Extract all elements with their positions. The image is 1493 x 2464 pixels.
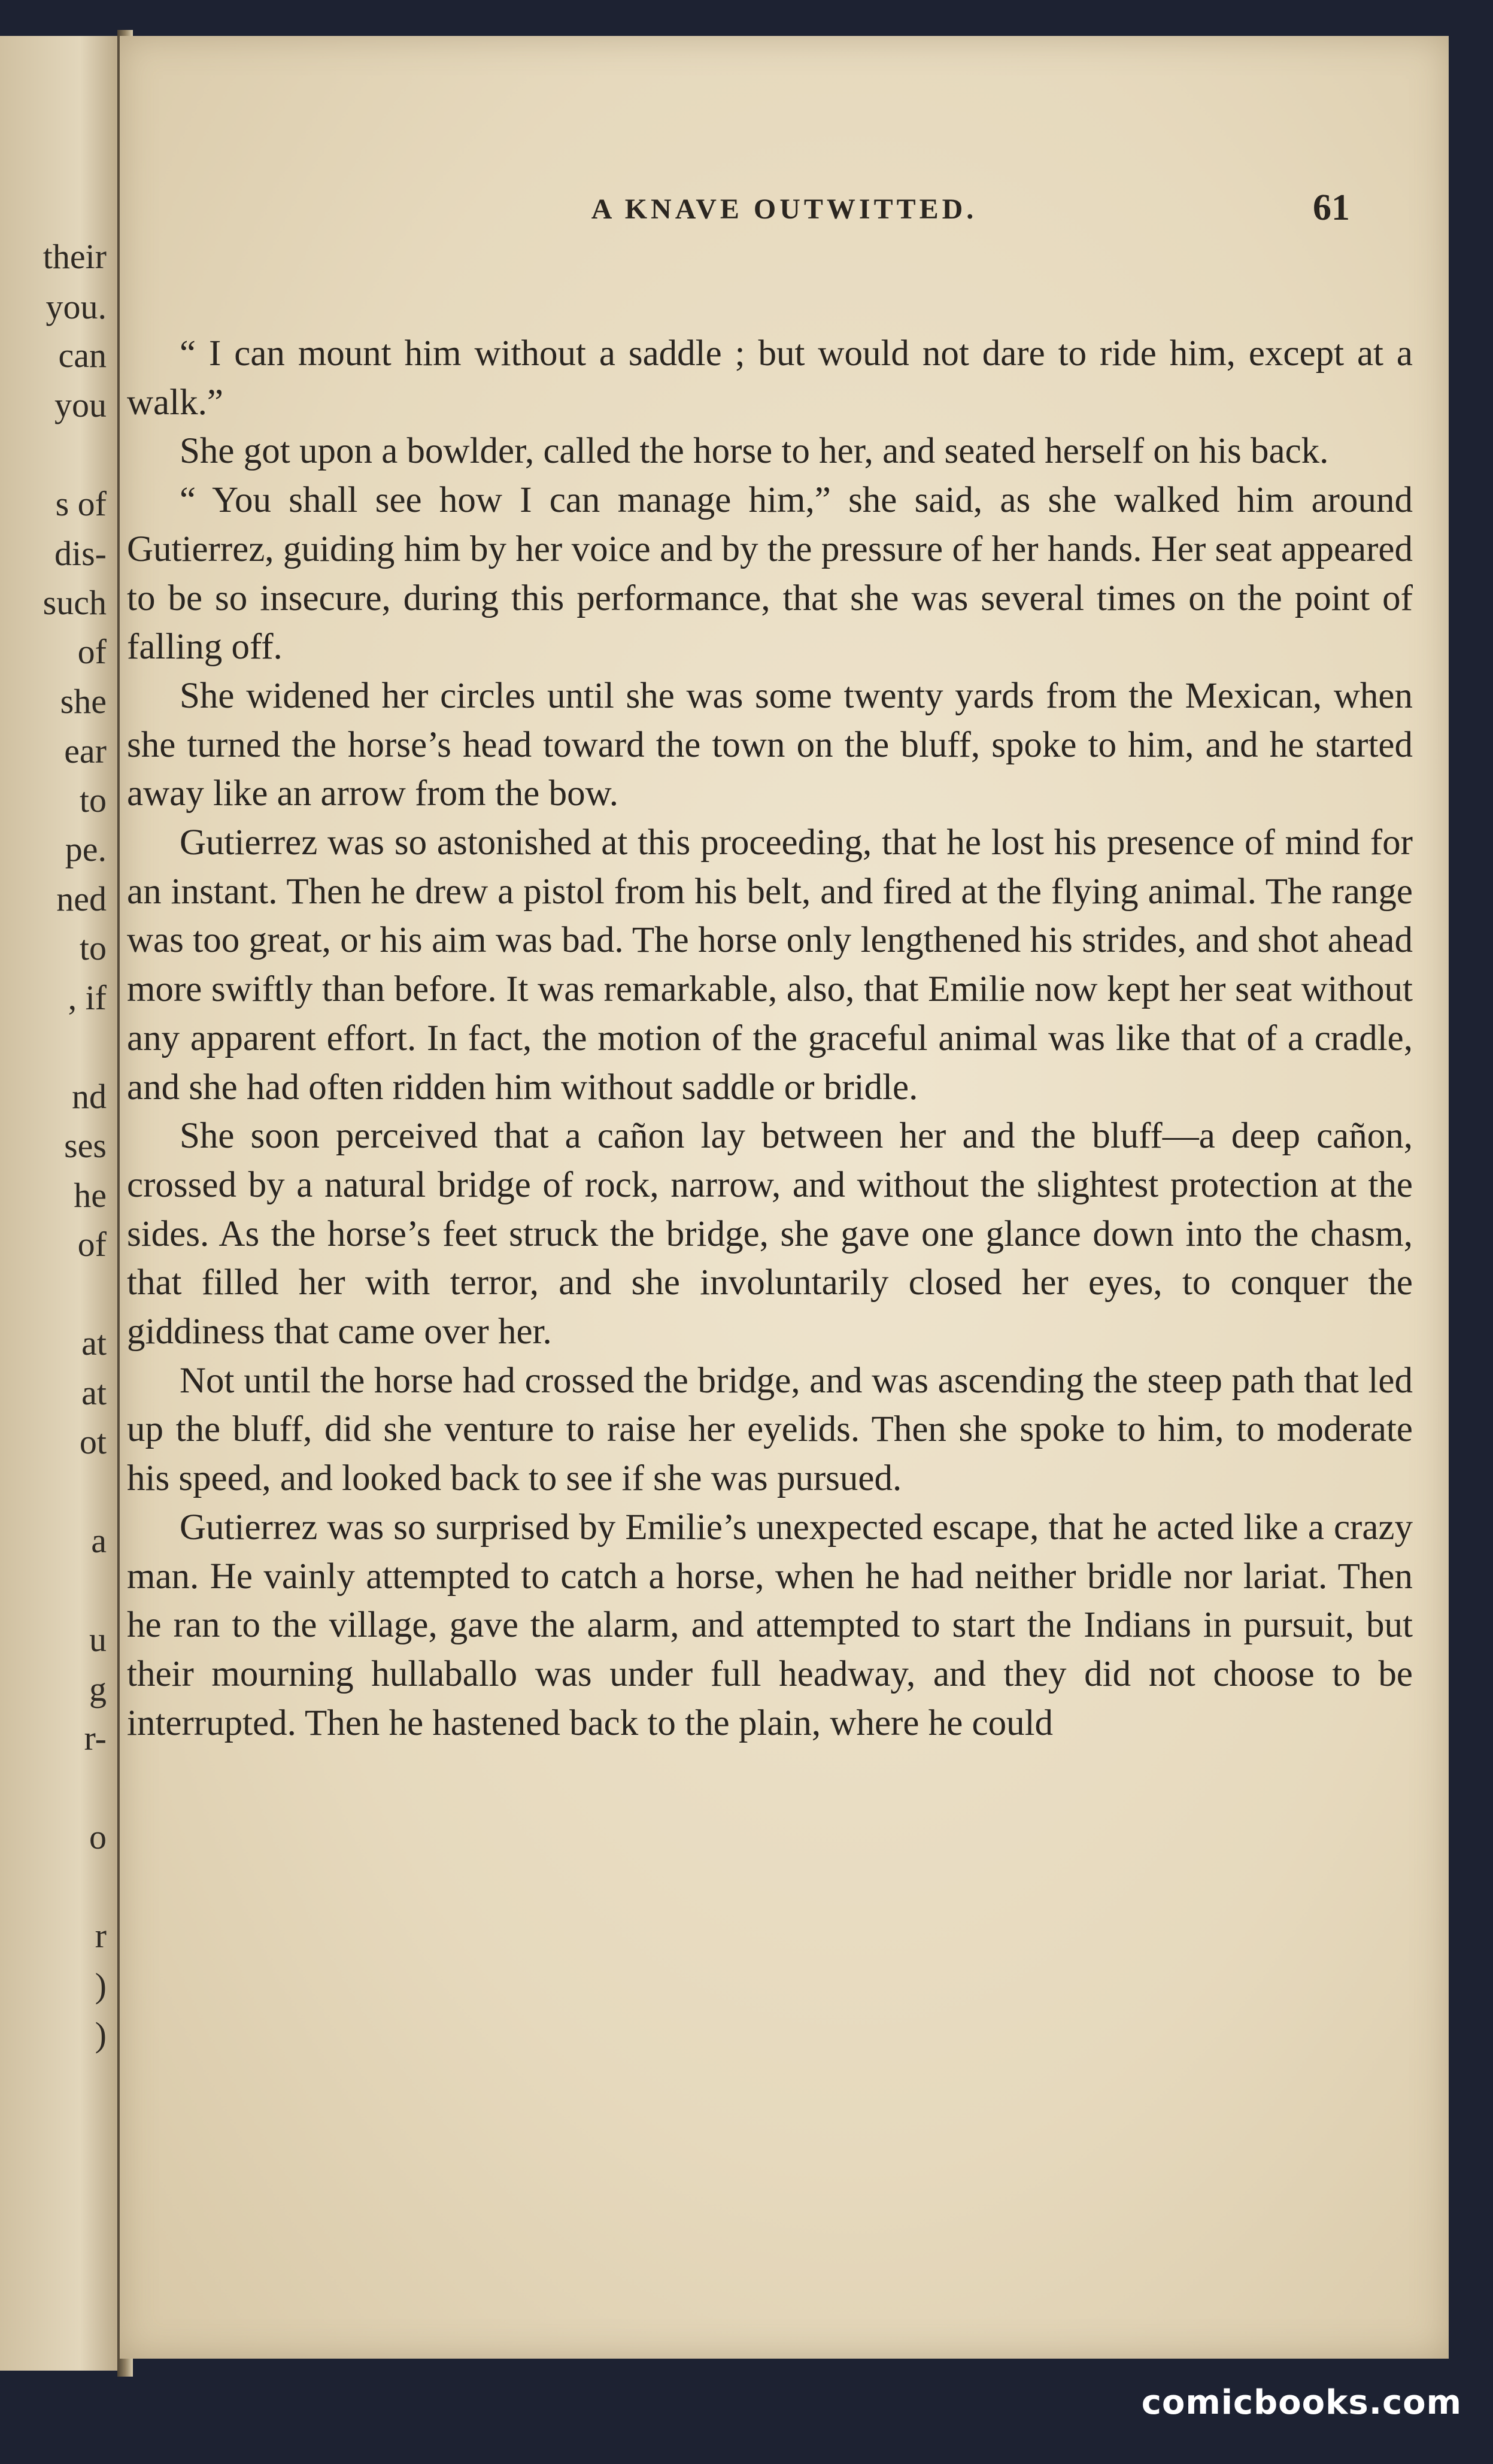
left-page-fragment: can <box>58 336 107 375</box>
left-page-fragment: o <box>89 1817 107 1856</box>
left-page-fragment: ) <box>95 1966 107 2005</box>
left-page-fragment: dis- <box>54 534 107 573</box>
left-page-fragment: such <box>43 583 107 622</box>
left-page-fragment: their <box>43 237 107 276</box>
left-page-fragment: he <box>74 1176 107 1215</box>
paragraph: Gutierrez was so astonished at this proceeding, that he lost his presence of mind for an instant. Then he drew a pistol from his belt, and fired at the flying animal. The range was too great, or his aim was bad. The horse only lengthened his strides, and shot ahead more swiftly than before. It was remarkable, also, that Emilie now kept her seat without any apparent effort. In fact, the motion of the graceful animal was like that of a cradle, and she had often ridden him without saddle or bridle. <box>127 823 1413 1107</box>
left-page-fragment: r- <box>84 1719 107 1758</box>
left-page-fragment: of <box>77 632 107 671</box>
left-page-fragment: of <box>77 1225 107 1264</box>
left-page-fragment: a <box>91 1521 107 1560</box>
left-page-fragment: ned <box>56 879 107 918</box>
left-page-fragment: to <box>79 928 107 967</box>
left-page-fragment: ear <box>64 732 107 770</box>
left-page-fragment: nd <box>72 1077 107 1116</box>
book-page <box>120 36 1449 2359</box>
running-title: A KNAVE OUTWITTED. <box>591 193 978 225</box>
watermark: comicbooks.com <box>1141 2383 1462 2422</box>
left-page-fragment: ot <box>79 1422 107 1461</box>
paragraph: Not until the horse had crossed the bridge, and was ascending the steep path that led up the bluff, did she venture to raise her eyelids. Then she spoke to him, to moderate his speed, and looked back to see if she was pursued. <box>127 1360 1413 1499</box>
body-text <box>127 329 1413 1747</box>
left-page-fragment: you <box>54 386 107 424</box>
left-page-edge <box>0 36 123 2371</box>
page-number: 61 <box>1313 187 1350 228</box>
left-page-fragment: , if <box>68 978 107 1017</box>
paragraph: She soon perceived that a cañon lay between her and the bluff—a deep cañon, crossed by a natural bridge of rock, narrow, and without the slightest protection at the sides. As the horse’s feet struck the bridge, she gave one glance down into the chasm, that filled her with terror, and she involuntarily closed her eyes, to conquer the giddiness that came over her. <box>127 1116 1413 1352</box>
running-head <box>120 187 1449 235</box>
left-page-fragment: pe. <box>65 830 107 869</box>
left-page-fragment: ) <box>95 2015 107 2054</box>
paragraph: She got upon a bowlder, called the horse to her, and seated herself on his back. <box>180 431 1329 472</box>
left-page-fragment: you. <box>45 287 107 326</box>
left-page-fragment: u <box>89 1620 107 1659</box>
paragraph: Gutierrez was so surprised by Emilie’s unexpected escape, that he acted like a crazy man. He vainly attempted to catch a horse, when he had neither bridle nor lariat. Then he ran to the village, gave the alarm, and attempted to start the Indians in pursuit, but their mourning hullaballo was under full headway, and they did not choose to be interrupted. Then he hastened back to the plain, where he could <box>127 1507 1413 1743</box>
left-page-fragment: r <box>95 1916 107 1955</box>
left-page-fragment: s of <box>55 484 107 523</box>
paragraph: She widened her circles until she was some twenty yards from the Mexican, when she turned the horse’s head toward the town on the bluff, spoke to him, and he started away like an arrow from the bow. <box>127 675 1413 814</box>
left-page-fragment: she <box>60 682 107 721</box>
left-page-fragment: to <box>79 781 107 820</box>
left-page-fragment: ses <box>64 1126 107 1165</box>
left-page-fragment: g <box>89 1670 107 1709</box>
left-page-fragment: at <box>81 1373 107 1412</box>
left-page-fragment: at <box>81 1324 107 1363</box>
paragraph: “ You shall see how I can manage him,” she said, as she walked him around Gutierrez, guiding him by her voice and by the pressure of her hands. Her seat appeared to be so insecure, during this performance, that she was several times on the point of falling off. <box>127 480 1413 667</box>
paragraph: “ I can mount him without a saddle ; but would not dare to ride him, except at a walk.” <box>127 333 1413 423</box>
